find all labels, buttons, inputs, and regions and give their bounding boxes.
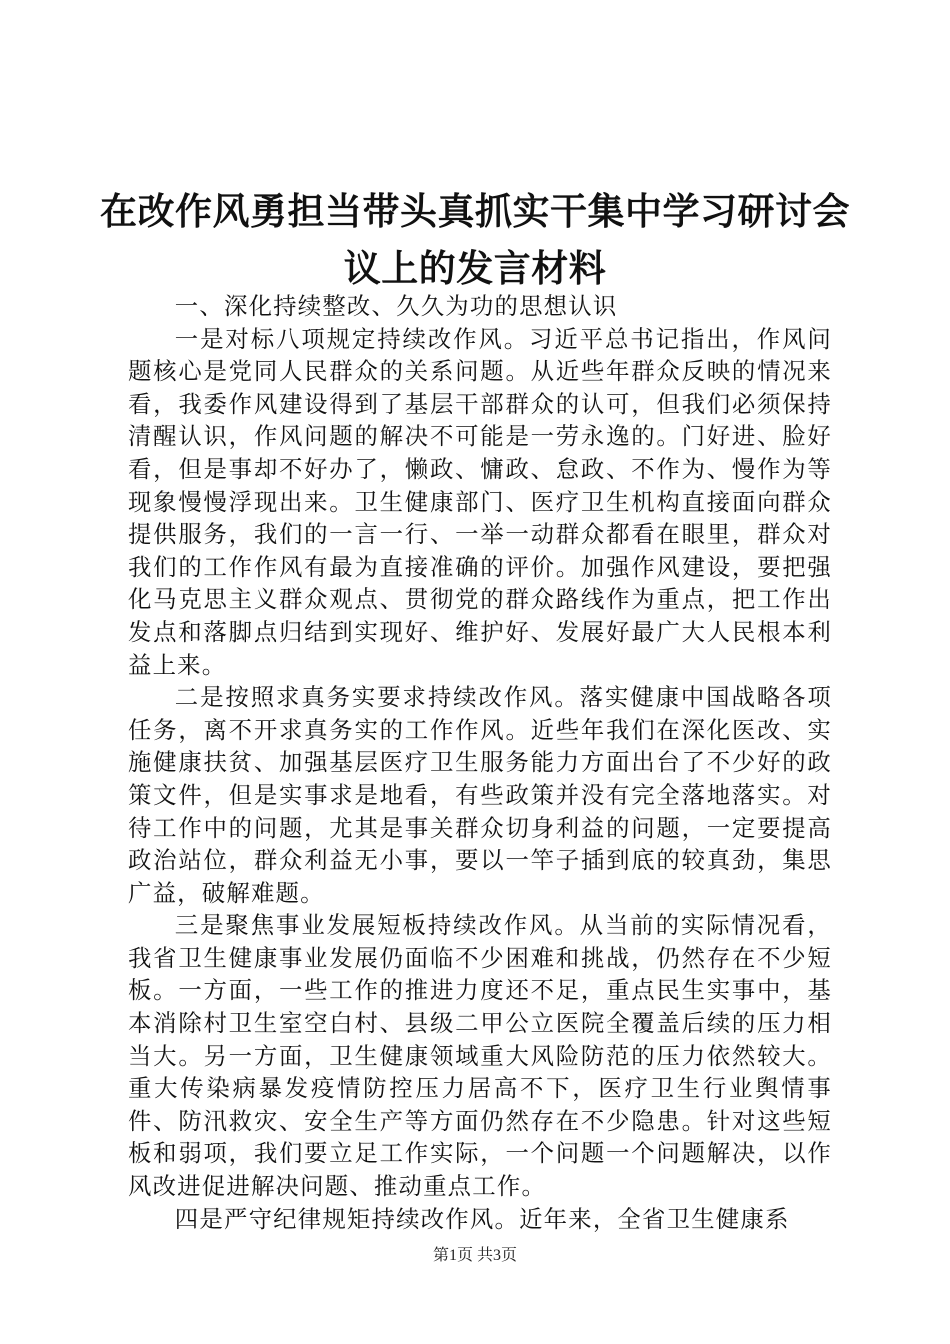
body-paragraph: 四是严守纪律规矩持续改作风。近年来，全省卫生健康系 [174,1204,790,1233]
document-body [128,290,832,1235]
body-paragraph: 三是聚焦事业发展短板持续改作风。从当前的实际情况看，我省卫生健康事业发展仍面临不少困难和挑战，仍然存在不少短板。一方面，一些工作的推进力度还不足，重点民生实事中，基本消除村卫生室空白村、县级二甲公立医院全覆盖后续的压力相当大。另一方面，卫生健康领域重大风险防范的压力依然较大。重大传染病暴发疫情防控压力居高不下，医疗卫生行业舆情事件、防汛救灾、安全生产等方面仍然存在不少隐患。针对这些短板和弱项，我们要立足工作实际，一个问题一个问题解决，以作风改进促进解决问题、推动重点工作。 [128,911,832,1201]
body-paragraph: 二是按照求真务实要求持续改作风。落实健康中国战略各项任务，离不开求真务实的工作作风。近些年我们在深化医改、实施健康扶贫、加强基层医疗卫生服务能力方面出台了不少好的政策文件，但是实事求是地看，有些政策并没有完全落地落实。对待工作中的问题，尤其是事关群众切身利益的问题，一定要提高政治站位，群众利益无小事，要以一竿子插到底的较真劲，集思广益，破解难题。 [128,683,832,907]
body-paragraph: 一是对标八项规定持续改作风。习近平总书记指出，作风问题核心是党同人民群众的关系问题。从近些年群众反映的情况来看，我委作风建设得到了基层干部群众的认可，但我们必须保持清醒认识，作风问题的解决不可能是一劳永逸的。门好进、脸好看，但是事却不好办了，懒政、慵政、怠政、不作为、慢作为等现象慢慢浮现出来。卫生健康部门、医疗卫生机构直接面向群众提供服务，我们的一言一行、一举一动群众都看在眼里，群众对我们的工作作风有最为直接准确的评价。加强作风建设，要把强化马克思主义群众观点、贯彻党的群众路线作为重点，把工作出发点和落脚点归结到实现好、维护好、发展好最广大人民根本利益上来。 [128,324,832,679]
section-heading: 一、深化持续整改、久久为功的思想认识 [174,292,618,320]
document-title: 在改作风勇担当带头真抓实干集中学习研讨会议上的发言材料 [100,189,850,290]
page-number-footer: 第1页 共3页 [432,1247,517,1264]
